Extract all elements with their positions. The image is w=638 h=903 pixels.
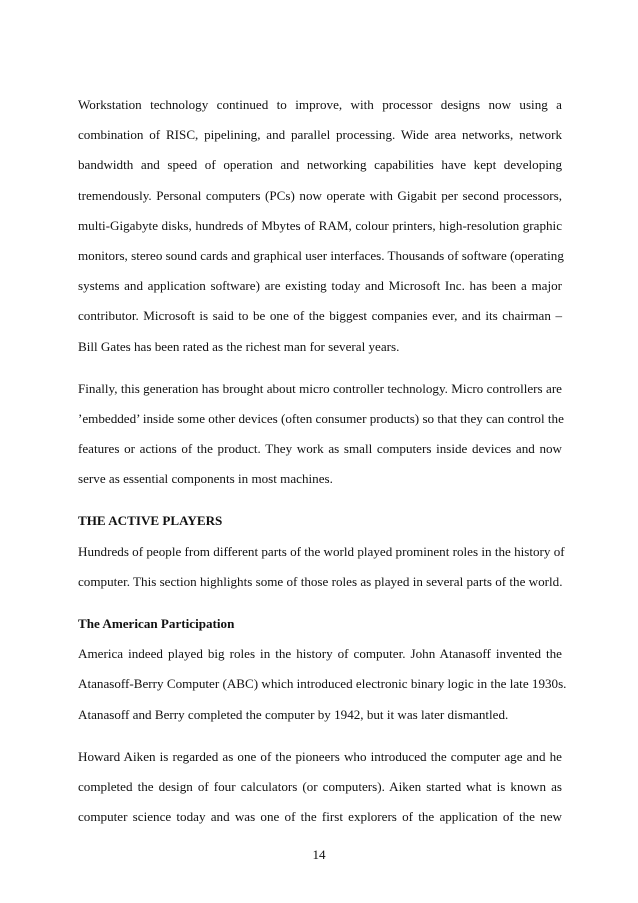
text-line: Workstation technology continued to improve, with processor designs now using a <box>78 97 562 112</box>
paragraph-micro-controllers <box>78 374 562 495</box>
text-line: Hundreds of people from different parts of the world played prominent roles in the history of <box>78 543 565 559</box>
page-number: 14 <box>312 847 326 862</box>
text-line: combination of RISC, pipelining, and parallel processing. Wide area networks, network <box>78 127 562 143</box>
text-line: Atanasoff-Berry Computer (ABC) which introduced electronic binary logic in the late 1930s. <box>78 676 567 692</box>
text-line: tremendously. Personal computers (PCs) now operate with Gigabit per second processors, <box>78 187 562 203</box>
text-line: contributor. Microsoft is said to be one of the biggest companies ever, and its chairman – <box>78 308 562 324</box>
text-line: Bill Gates has been rated as the richest man for several years. <box>78 338 400 354</box>
text-line: Atanasoff and Berry completed the computer by 1942, but it was later dismantled. <box>78 706 509 722</box>
paragraph-atanasoff <box>78 639 567 730</box>
text-line: completed the design of four calculators (or computers). Aiken started what is known as <box>78 778 562 794</box>
text-line: computer science today and was one of the first explorers of the application of the new <box>78 809 562 825</box>
text-line: systems and application software) are existing today and Microsoft Inc. has been a major <box>78 278 562 294</box>
text-line: ’embedded’ inside some other devices (often consumer products) so that they can control the <box>78 410 564 426</box>
paragraph-workstation-technology <box>78 90 562 362</box>
text-line: monitors, stereo sound cards and graphical user interfaces. Thousands of software (operating <box>78 247 564 263</box>
subsection-heading-american-participation: The American Participation <box>78 616 235 632</box>
text-line: Finally, this generation has brought about micro controller technology. Micro controllers are <box>78 380 562 396</box>
text-line: features or actions of the product. They work as small computers inside devices and now <box>78 441 562 457</box>
text-line: bandwidth and speed of operation and networking capabilities have kept developing <box>78 157 562 173</box>
text-line: computer. This section highlights some of those roles as played in several parts of the world. <box>78 573 563 589</box>
paragraph-active-players-intro <box>78 537 565 597</box>
text-line: multi-Gigabyte disks, hundreds of Mbytes of RAM, colour printers, high-resolution graphic <box>78 217 562 233</box>
section-heading-active-players: THE ACTIVE PLAYERS <box>78 513 223 529</box>
paragraph-aiken <box>78 742 562 833</box>
text-line: America indeed played big roles in the history of computer. John Atanasoff invented the <box>78 646 562 662</box>
text-line: serve as essential components in most machines. <box>78 471 333 487</box>
document-page <box>78 90 567 832</box>
text-line: Howard Aiken is regarded as one of the pioneers who introduced the computer age and he <box>78 748 562 764</box>
